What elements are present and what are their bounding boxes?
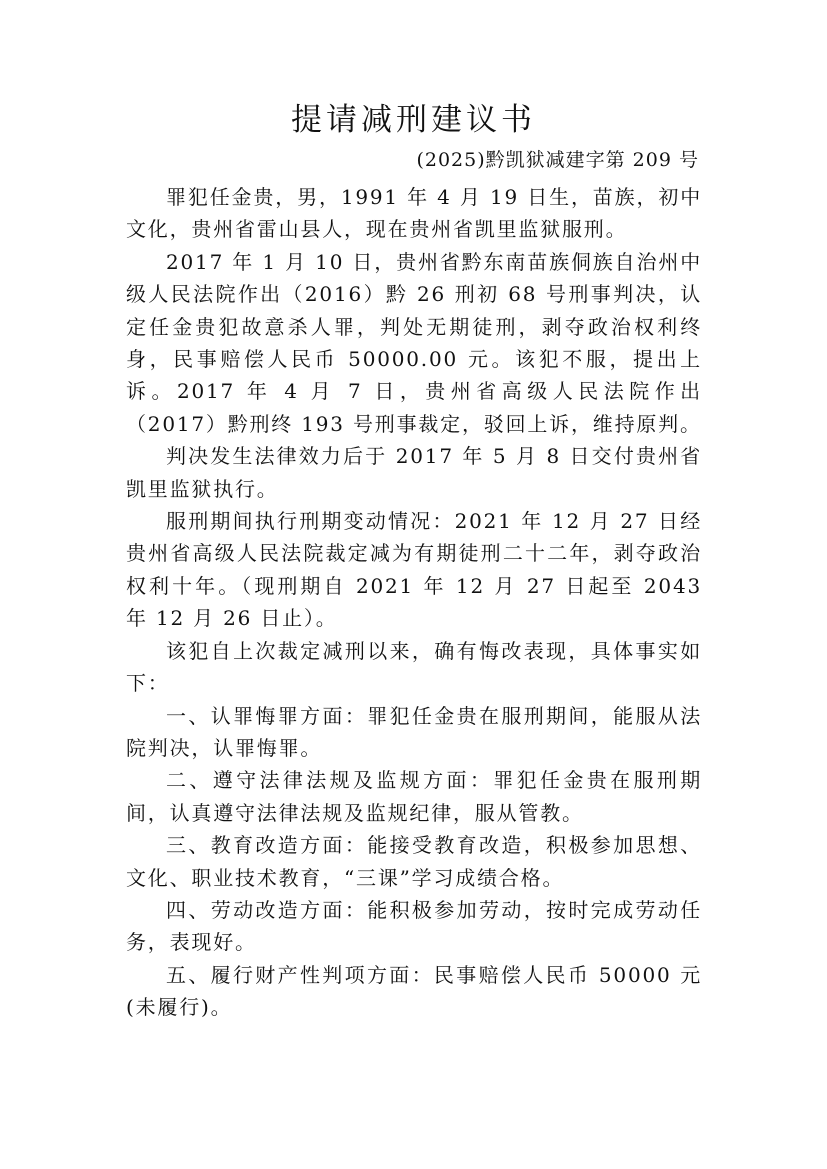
document-title: 提请减刑建议书 (291, 102, 536, 138)
paragraph-item-education: 三、教育改造方面：能接受教育改造，积极参加思想、文化、职业技术教育，“三课”学习成绩合格。 (126, 833, 702, 890)
paragraph-item-discipline: 二、遵守法律法规及监规方面：罪犯任金贵在服刑期间，认真遵守法律法规及监规纪律，服从管教。 (126, 768, 702, 825)
paragraph-sentence-change: 服刑期间执行刑期变动情况：2021 年 12 月 27 日经贵州省高级人民法院裁定减为有期徒刑二十二年，剥夺政治权利十年。（现刑期自 2021 年 12 月 27 日起至 2043 年 12 月 26 日止）。 (126, 509, 702, 631)
paragraph-execution: 判决发生法律效力后于 2017 年 5 月 8 日交付贵州省凯里监狱执行。 (126, 444, 702, 501)
paragraph-item-property: 五、履行财产性判项方面：民事赔偿人民币 50000 元(未履行)。 (126, 962, 702, 1020)
paragraph-item-confession: 一、认罪悔罪方面：罪犯任金贵在服刑期间，能服从法院判决，认罪悔罪。 (126, 703, 702, 760)
document-number: (2025)黔凯狱减建字第 209 号 (416, 149, 699, 171)
paragraph-criminal-info: 罪犯任金贵，男，1991 年 4 月 19 日生，苗族，初中文化，贵州省雷山县人，现在贵州省凯里监狱服刑。 (126, 185, 702, 242)
paragraph-repentance-intro: 该犯自上次裁定减刑以来，确有悔改表现，具体事实如下： (126, 638, 702, 696)
document-body (126, 181, 702, 1024)
paragraph-item-labor: 四、劳动改造方面：能积极参加劳动，按时完成劳动任务，表现好。 (126, 897, 702, 955)
paragraph-original-judgment: 2017 年 1 月 10 日，贵州省黔东南苗族侗族自治州中级人民法院作出（2016）黔 26 刑初 68 号刑事判决，认定任金贵犯故意杀人罪，判处无期徒刑，剥夺政治权利终身，民事赔偿人民币 50000.00 元。该犯不服，提出上诉。2017 年 4 月 7 日，贵州省高级人民法院作出（2017）黔刑终 193 号刑事裁定，驳回上诉，维持原判。 (126, 249, 702, 436)
